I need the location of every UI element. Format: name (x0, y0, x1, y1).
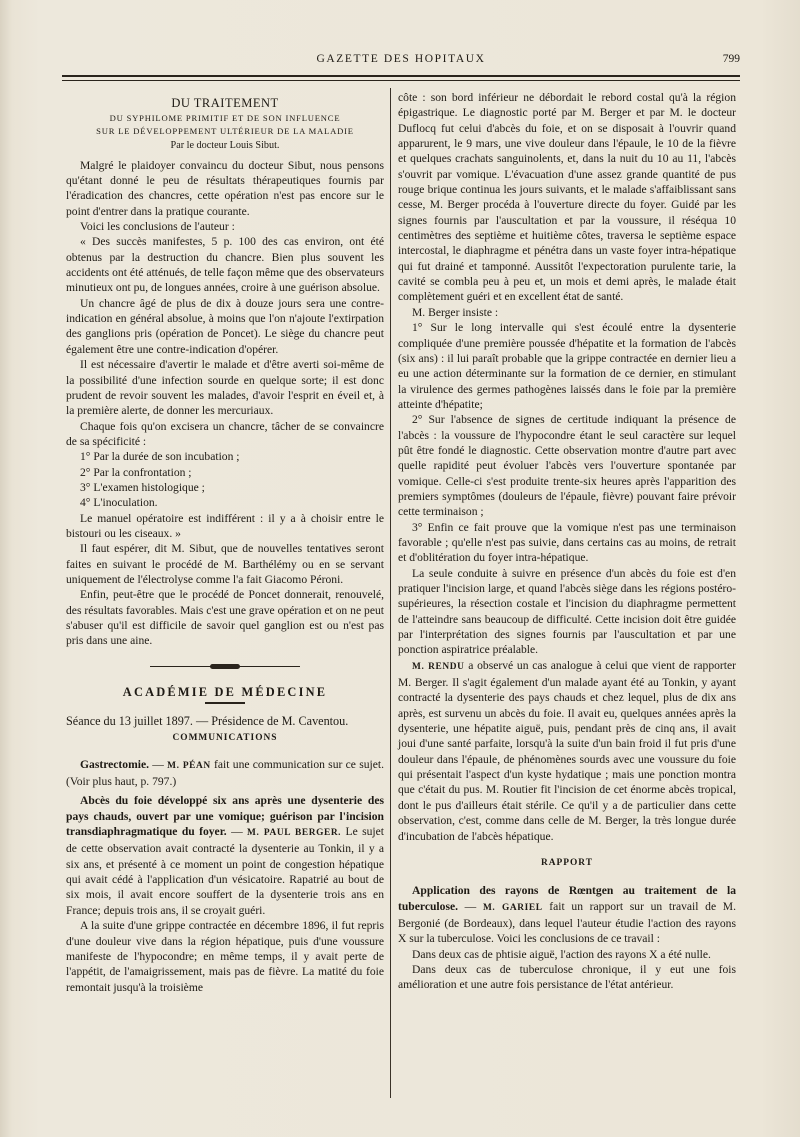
column-divider (390, 88, 391, 1098)
quote-paragraph: Un chancre âgé de plus de dix à douze jours sera une contre-indication en général absolue, à moins que l'on n'ajoute l'extirpation des ganglions pris (opération de Poncet). Le siège du chancre peut également être une contre-indication d'opérer. (66, 296, 384, 356)
paragraph: Il faut espérer, dit M. Sibut, que de nouvelles tentatives seront faites en suivant le procédé de M. Barthélémy ou en se servant uniquement de l'électrolyse comme l'a fait Giacomo Péroni. (66, 542, 384, 586)
article-subtitle-line-2: SUR LE DÉVELOPPEMENT ULTÉRIEUR DE LA MALADIE (96, 126, 354, 137)
topic-term: Application des rayons de Rœntgen au traitement de la tuberculose. (398, 884, 736, 913)
list-item: 2° Par la confrontation ; (80, 465, 192, 479)
speaker-name: M. RENDU (412, 661, 465, 672)
header-rule-thick (62, 75, 740, 77)
dash: — (458, 899, 483, 913)
topic-term: Abcès du foie développé six ans après une dysenterie des pays chauds, ouvert par une vomique; guérison par l'incision transdiaphragmatique du foyer. (66, 794, 384, 839)
paragraph: La seule conduite à suivre en présence d'un abcès du foie est d'en pratiquer l'incision large, et quand l'abcès siège dans les régions postéro-supérieures, la résection costale et l'incision du diaphragme permettent de l'atteindre sans beaucoup de difficulté. Cette incision doit être guidée par l'interprétation des signes fournis par l'auscultation et par une ponction aspiratrice préalable. (398, 566, 736, 657)
separator-ornament (210, 664, 240, 669)
page-number: 799 (722, 53, 740, 65)
quote-paragraph: Il est nécessaire d'avertir le malade et d'être averti soi-même de la possibilité d'une infection sourde en quelque sorte; il est donc prudent de revoir souvent les malades, d'avoir l'esprit en éveil et, à la première alerte, de donner les mercuriaux. (66, 358, 384, 418)
journal-title: GAZETTE DES HOPITAUX (316, 53, 486, 65)
communication-text: fait une communication sur ce sujet. (Voir plus haut, p. 797.) (66, 757, 384, 789)
list-item: 1° Par la durée de son incubation ; (80, 450, 240, 464)
article-author: Par le docteur Louis Sibut. (170, 140, 280, 152)
article-title: DU TRAITEMENT (171, 96, 279, 110)
article-subtitle-line-1: DU SYPHILOME PRIMITIF ET DE SON INFLUENCE (109, 113, 341, 124)
communication-text: Le sujet de cette observation avait contracté la dysenterie au Tonkin, il y a six ans, et présenté à ce moment un point de congestion hépatique qui avait cédé à l'application d'un vésicatoire. Rapatrié au bout de six mois, il avait encore souffert de la dysenterie trois ans en France; depuis trois ans, il se croyait guéri. (66, 825, 385, 917)
communication-paragraph (66, 757, 384, 790)
running-header (62, 52, 740, 68)
communication-paragraph (398, 883, 736, 946)
paragraph: Malgré le plaidoyer convaincu du docteur Sibut, nous pensons qu'étant donné le peu de résultats thérapeutiques fournis par l'éradication des chancres, cette opération n'est pas encore sur le point d'entrer dans la pratique courante. (66, 158, 384, 218)
speaker-name: M. PAUL BERGER. (247, 828, 342, 839)
speaker-name: M. GARIEL (482, 902, 543, 913)
paragraph: M. Berger insiste : (412, 305, 499, 319)
subsection-heading: COMMUNICATIONS (172, 733, 278, 744)
subsection-heading: RAPPORT (541, 857, 593, 868)
quote-paragraph: Le manuel opératoire est indifférent : il y a à choisir entre le bistouri ou les ciseaux. » (66, 511, 384, 540)
communication-text: a observé un cas analogue à celui que vient de rapporter M. Berger. Il s'agit également d'un malade ayant été au Tonkin, y ayant contracté la dysenterie des pays chauds et chez lequel, plus de dix ans après, est survenu un abcès du foie. Il avait eu, quelques années après la dysenterie, une hépatite aiguë, puis, pendant près de cinq ans, il avait joui d'une santé parfaite, lorsqu'à la suite d'un bain froid il fut pris d'une douleur dans l'épaule, de phénomènes sourds avec une voussure du foie qui présentait l'aspect d'un kyste hydatique ; mais une ponction montra que c'était du pus. M. Routier fit l'incision de cet énorme abcès tropical, dont le pus d'ailleurs était stérile. Ce qu'il y a de particulier dans cette observation, c'est, comme dans celle de M. Berger, la très longue durée d'incubation de l'abcès hépatique. (398, 658, 737, 843)
paragraph: A la suite d'une grippe contractée en décembre 1896, il fut repris d'une douleur vive dans la région hépatique, puis d'une voussure manifeste de l'hypocondre; en même temps, il y avait perte de l'appétit, de l'amaigrissement, mais pas de fièvre. La matité du foie remontait jusqu'à la troisième (66, 919, 384, 994)
quote-paragraph: « Des succès manifestes, 5 p. 100 des cas environ, ont été obtenus par la destruction du chancre. Bien plus souvent les accidents ont été atténués, de telle façon même que des observateurs minutieux ont pu, de longues années, croire à une guérison absolue. (66, 235, 384, 295)
speaker-name: M. PÉAN (167, 760, 211, 771)
paragraph: Dans deux cas de phtisie aiguë, l'action des rayons X a été nulle. (412, 947, 711, 961)
dash: — (149, 757, 168, 771)
list-item: 3° L'examen histologique ; (80, 480, 205, 494)
paragraph: 2° Sur l'absence de signes de certitude indiquant la présence de l'abcès : la voussure de l'hypocondre étant le seul caractère sur lequel pût être fondé le diagnostic. Cette observation montre d'autre part avec quelle rapidité peut évoluer l'abcès vers l'ouverture spontanée par vomique. Celle-ci s'est produite trente-six heures après l'apparition des premiers symptômes (douleurs de l'épaule, fièvre) pouvant faire prévoir cette terminaison ; (398, 413, 736, 519)
session-line: Séance du 13 juillet 1897. — Présidence de M. Caventou. (66, 714, 349, 729)
header-rule-thin (62, 80, 740, 81)
paragraph: Enfin, peut-être que le procédé de Poncet donnerait, renouvelé, des résultats favorables. Mais c'est une grave opération et on ne peut s'abuser qu'il est difficile de savoir quel ganglion est ou n'est pas pris dans une aine. (66, 588, 384, 648)
topic-term: Gastrectomie. (80, 757, 149, 771)
list-item: 4° L'inoculation. (80, 496, 158, 510)
paragraph: 1° Sur le long intervalle qui s'est écoulé entre la dysenterie compliquée d'une première poussée d'hépatite et la formation de l'abcès (six ans) : il lui paraît probable que la grippe contractée en dernier lieu a eu une action déterminante sur la formation de ce dernier, en stimulant la virulence des germes pathogènes laissés dans le foie par la première atteinte d'hépatite; (398, 321, 736, 411)
section-heading: ACADÉMIE DE MÉDECINE (122, 684, 328, 699)
left-column (66, 96, 384, 995)
dash: — (226, 825, 248, 839)
paragraph: côte : son bord inférieur ne débordait le rebord costal qu'à la région épigastrique. Le diagnostic porté par M. Berger et par M. le docteur Duflocq fut celui d'abcès du foie, et on se disposait à l'ouvrir quand apparurent, le 9 mars, une vive douleur dans l'épaule, le 10 de la fièvre et quelques crachats sanguinolents, et, dans la nuit du 10 au 11, l'abcès s'ouvrit par vomique. L'évacuation d'une assez grande quantité de pus rouge brique continua les jours suivants, et le malade s'affaiblissant sans cesse, M. Berger procéda à l'ouverture directe du foyer. Guidé par les signes fournis par l'auscultation et par la voussure, il réséqua 10 centimètres des septième et huitième côtes, traversa le septième espace intercostal, le diaphragme et pénétra dans un vaste foyer intra-hépatique qui fut drainé et tamponné. Aussitôt l'expectoration purulente tarie, la cavité se combla peu à peu et, un mois et demi après, le malade était complètement guéri et en excellent état de santé. (398, 91, 736, 304)
heading-rule (205, 702, 245, 704)
communication-text: fait un rapport sur un travail de M. Bergonié (de Bordeaux), dans lequel l'auteur étudie l'action des rayons X sur la tuberculose. Voici les conclusions de ce travail : (398, 899, 736, 946)
paragraph: Dans deux cas de tuberculose chronique, il y eut une fois amélioration et une autre fois persistance de l'état antérieur. (398, 962, 736, 992)
communication-paragraph (66, 793, 384, 918)
section-separator (66, 659, 384, 673)
quote-paragraph: Chaque fois qu'on excisera un chancre, tâcher de se convaincre de sa spécificité : (66, 419, 384, 448)
paragraph: 3° Enfin ce fait prouve que la vomique n'est pas une terminaison favorable ; qu'elle n'est pas suivie, dans certains cas au moins, de retrait et d'oblitération du foyer intra-hépatique. (398, 520, 736, 565)
right-column (398, 90, 736, 993)
paragraph (398, 658, 736, 844)
paragraph: Voici les conclusions de l'auteur : (80, 220, 235, 234)
